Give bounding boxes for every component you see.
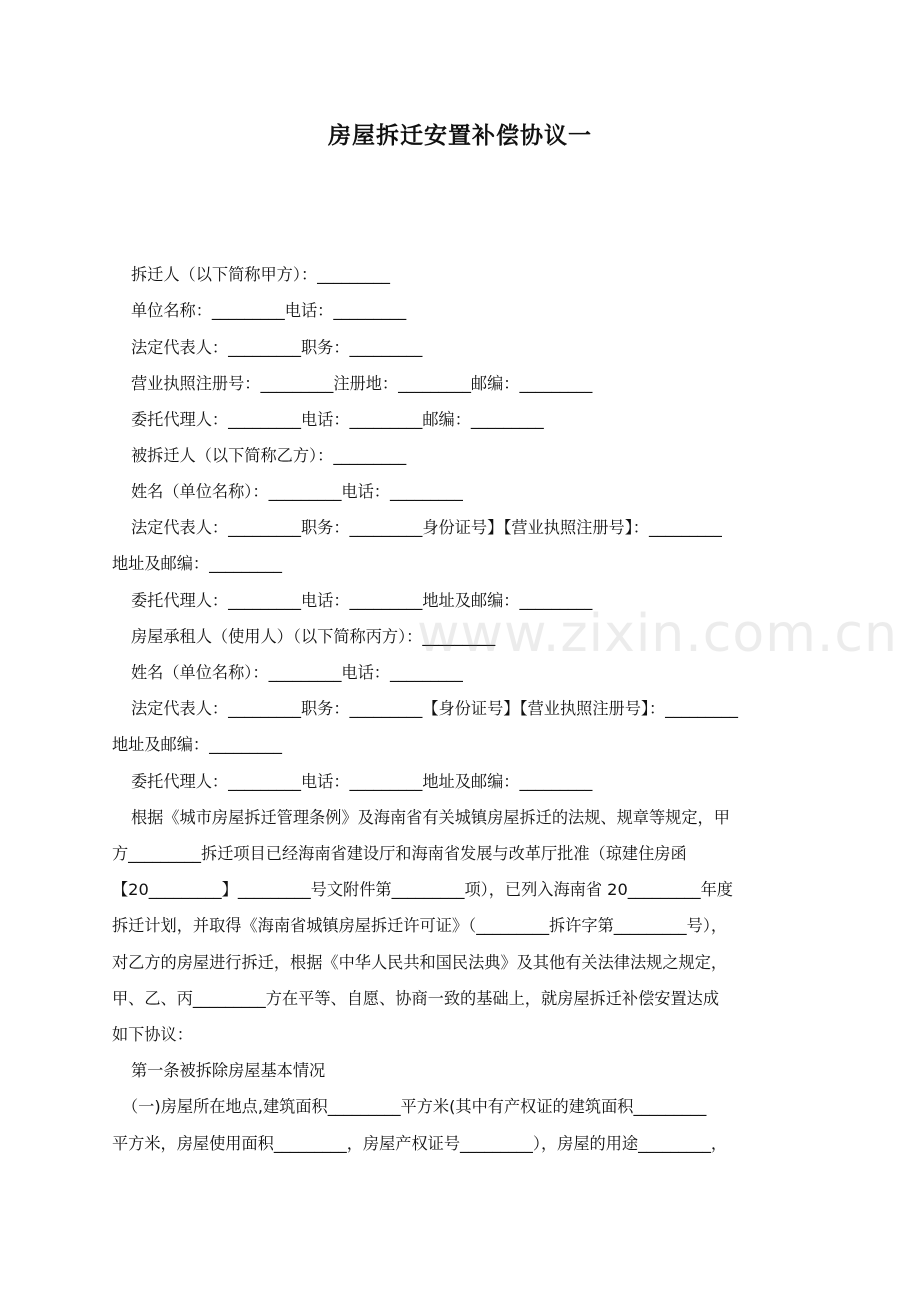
body-paragraph-line: 拆迁计划，并取得《海南省城镇房屋拆迁许可证》（_________拆许字第_________号）， [112,916,728,935]
party-c-heading: 房屋承租人（使用人）（以下简称丙方）：_________ [131,627,496,646]
party-c-legal-rep: 法定代表人：_________职务：_________【身份证号】【营业执照注册号】：_________ [131,699,739,718]
party-a-legal-rep: 法定代表人：_________职务：_________ [131,338,423,357]
body-paragraph-line: 甲、乙、丙_________方在平等、自愿、协商一致的基础上，就房屋拆迁补偿安置达成 [112,989,720,1008]
document-title: 房屋拆迁安置补偿协议一 [328,123,592,149]
watermark: www.zixin.com.cn [417,604,898,664]
body-paragraph-line: 方_________拆迁项目已经海南省建设厅和海南省发展与改革厅批准（琼建住房函 [112,844,687,863]
party-a-agent: 委托代理人：_________电话：_________邮编：_________ [131,410,544,429]
party-b-address: 地址及邮编：_________ [112,554,282,573]
party-a-license: 营业执照注册号：_________注册地：_________邮编：_________ [131,374,593,393]
article-one-line: 平方米，房屋使用面积_________，房屋产权证号_________），房屋的用途_________， [112,1134,728,1153]
party-c-address: 地址及邮编：_________ [112,735,282,754]
party-b-legal-rep: 法定代表人：_________职务：_________身份证号】【营业执照注册号】：_________ [131,518,722,537]
party-c-agent: 委托代理人：_________电话：_________地址及邮编：_________ [131,772,593,791]
article-one-heading: 第一条被拆除房屋基本情况 [131,1061,326,1080]
party-a-unit-phone: 单位名称：_________电话：_________ [131,301,407,320]
body-paragraph-line: 【20_________】_________号文附件第_________项），已列入海南省 20_________年度 [112,880,733,899]
party-a-heading: 拆迁人（以下简称甲方）：_________ [131,265,390,284]
party-c-name-phone: 姓名（单位名称）：_________电话：_________ [131,663,463,682]
party-b-heading: 被拆迁人（以下简称乙方）：_________ [131,446,407,465]
article-one-line: （一)房屋所在地点,建筑面积_________平方米(其中有产权证的建筑面积_________ [122,1097,707,1116]
body-paragraph-line: 对乙方的房屋进行拆迁，根据《中华人民共和国民法典》及其他有关法律法规之规定， [112,953,728,972]
party-b-name-phone: 姓名（单位名称）：_________电话：_________ [131,482,463,501]
body-paragraph-line: 根据《城市房屋拆迁管理条例》及海南省有关城镇房屋拆迁的法规、规章等规定，甲 [131,808,730,827]
body-paragraph-line: 如下协议： [112,1025,193,1044]
party-b-agent: 委托代理人：_________电话：_________地址及邮编：_________ [131,591,593,610]
